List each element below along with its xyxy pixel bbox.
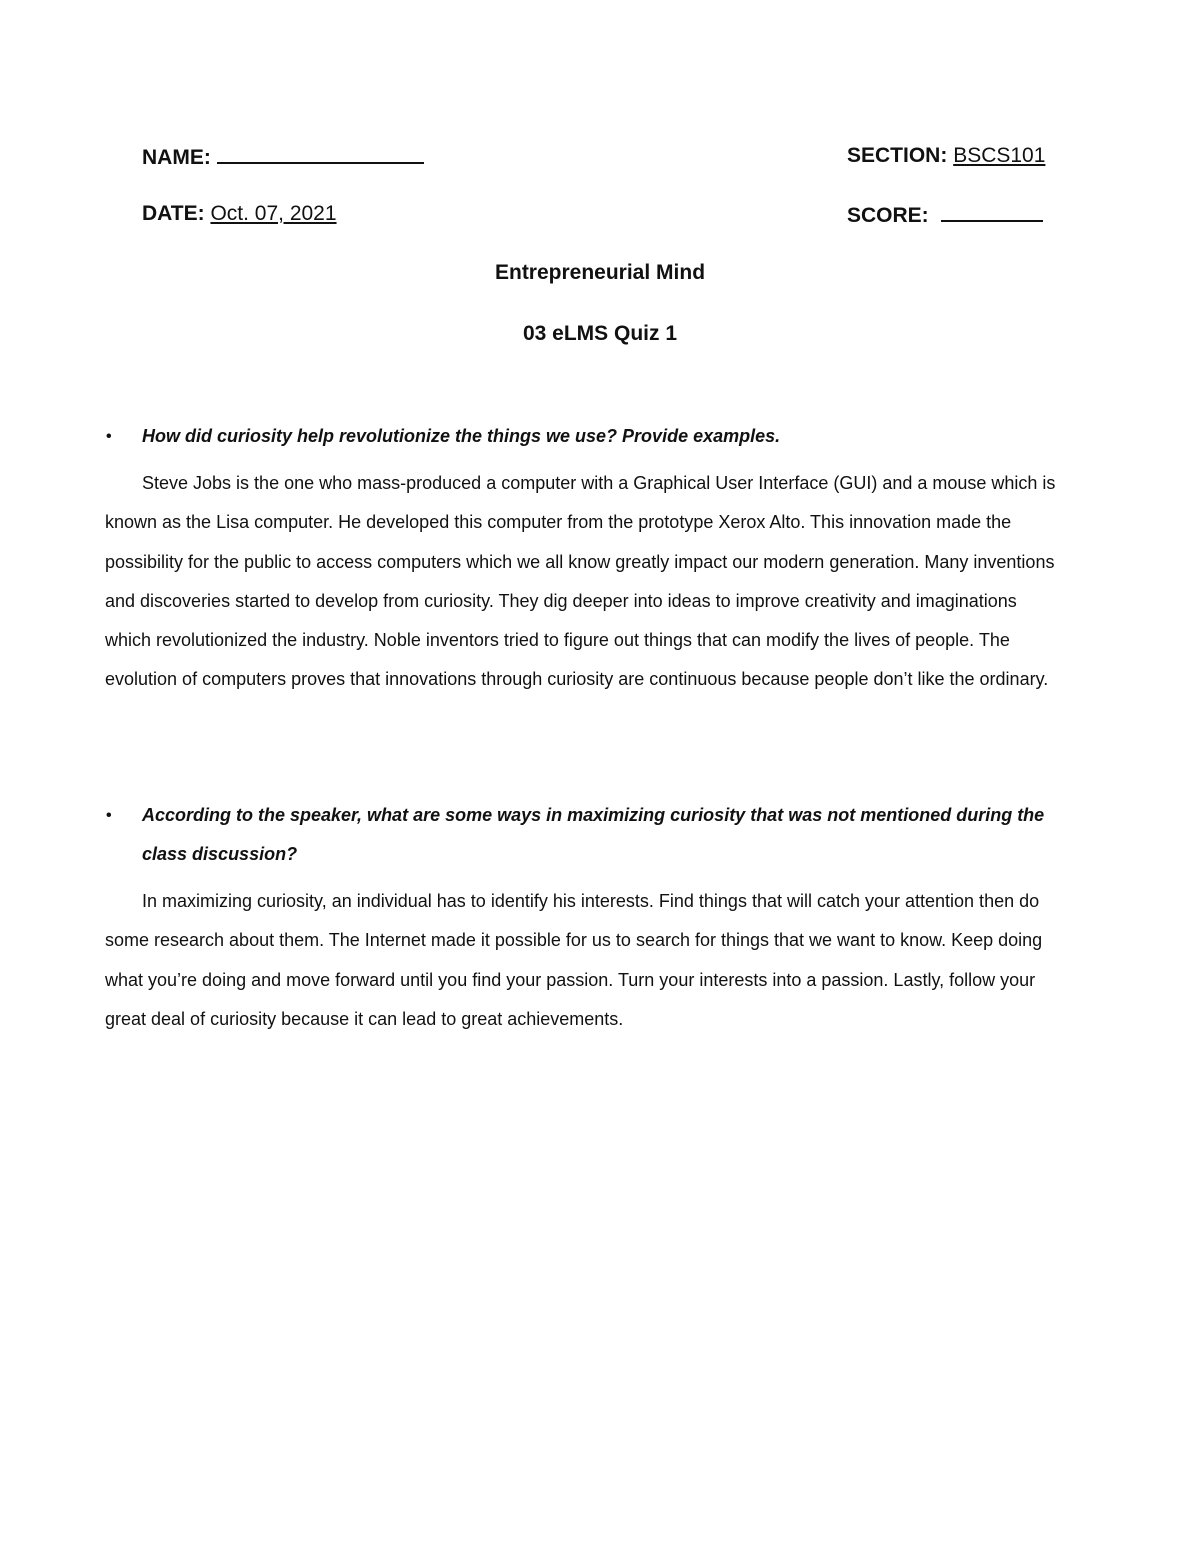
section-label: SECTION: — [847, 144, 948, 167]
name-blank-line — [217, 142, 424, 164]
question-2-text: According to the speaker, what are some ways in maximizing curiosity that was not mentioned during the class discussion? — [142, 805, 1045, 864]
score-label: SCORE: — [847, 204, 929, 227]
name-field — [142, 142, 424, 172]
answer-1: Steve Jobs is the one who mass-produced a computer with a Graphical User Interface (GUI) and a mouse which is known as the Lisa computer. He developed this computer from the prototype Xerox Alto. This innovation made the possibility for the public to access computers which we all know greatly impact our modern generation. Many inventions and discoveries started to develop from curiosity. They dig deeper into ideas to improve creativity and imaginations which revolutionized the industry. Noble inventors tried to figure out things that can modify the lives of people. The evolution of computers proves that innovations through curiosity are continuous because people don’t like the ordinary. — [105, 473, 1056, 690]
question-2 — [106, 796, 1072, 874]
bullet-2: • — [106, 807, 112, 824]
name-label: NAME: — [142, 146, 211, 169]
section-field — [847, 142, 1045, 170]
score-blank-line — [941, 200, 1043, 222]
course-title: Entrepreneurial Mind — [494, 261, 706, 284]
date-field — [142, 200, 337, 228]
question-1 — [106, 417, 1072, 456]
question-1-text: How did curiosity help revolutionize the things we use? Provide examples. — [142, 426, 781, 446]
section-value: BSCS101 — [953, 144, 1046, 167]
answer-2: In maximizing curiosity, an individual has to identify his interests. Find things that will catch your attention then do some research about them. The Internet made it possible for us to search for things that we want to know. Keep doing what you’re doing and move forward until you find your passion. Turn your interests into a passion. Lastly, follow your great deal of curiosity because it can lead to great achievements. — [105, 891, 1043, 1029]
date-value: Oct. 07, 2021 — [210, 202, 337, 225]
bullet-1: • — [106, 428, 112, 445]
score-field — [847, 200, 1043, 230]
date-label: DATE: — [142, 202, 205, 225]
quiz-title: 03 eLMS Quiz 1 — [522, 322, 678, 345]
